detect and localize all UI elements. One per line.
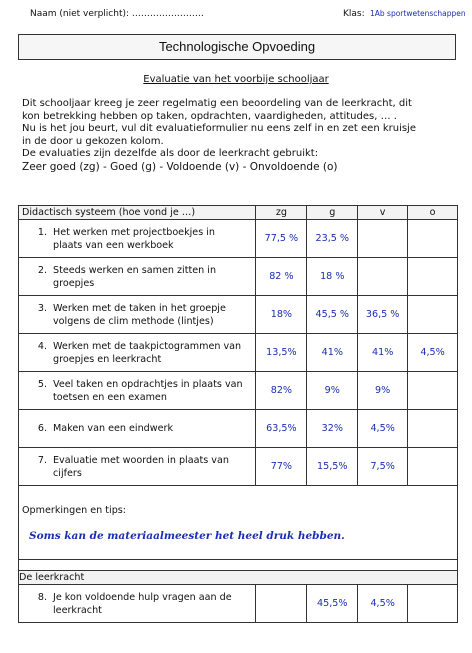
item-text: cijfers: [53, 467, 82, 479]
item-text: plaats van een werkboek: [53, 239, 174, 251]
evaluation-table: [18, 205, 458, 623]
section-didactic-header: Didactisch systeem (hoe vond je …): [19, 206, 256, 220]
intro-line: in de door u gekozen kolom.: [22, 135, 164, 147]
table-row: [19, 585, 458, 623]
table-header-row: [19, 206, 458, 220]
remarks-cell[interactable]: [19, 486, 458, 560]
cell-v[interactable]: [358, 220, 408, 258]
item-text: groepjes: [53, 277, 95, 289]
cell-o[interactable]: [408, 585, 458, 623]
cell-o[interactable]: [408, 220, 458, 258]
col-header-zg: zg: [256, 206, 307, 220]
cell-g[interactable]: 18 %: [307, 258, 358, 296]
item-text: groepjes en leerkracht: [53, 353, 162, 365]
cell-g[interactable]: 9%: [307, 372, 358, 410]
intro-line: De evaluaties zijn dezelfde als door de leerkracht gebruikt:: [22, 148, 319, 160]
item-number: 7.: [37, 454, 47, 466]
table-row: [19, 334, 458, 372]
cell-o[interactable]: [408, 296, 458, 334]
intro-line: Dit schooljaar kreeg je zeer regelmatig een beoordeling van de leerkracht, dit: [22, 98, 412, 109]
cell-g[interactable]: 23,5 %: [307, 220, 358, 258]
item-text: leerkracht: [53, 604, 102, 616]
remarks-row: [19, 486, 458, 560]
item-text: Veel taken en opdrachtjes in plaats van: [53, 378, 243, 390]
cell-v[interactable]: 9%: [358, 372, 408, 410]
item-number: 2.: [37, 264, 47, 276]
cell-v[interactable]: 4,5%: [358, 585, 408, 623]
item-text: Steeds werken en samen zitten in: [53, 264, 217, 276]
item-number: 1.: [37, 226, 47, 238]
item-text: Maken van een eindwerk: [53, 423, 174, 434]
cell-o[interactable]: [408, 410, 458, 448]
cell-g[interactable]: 32%: [307, 410, 358, 448]
cell-g[interactable]: 45,5 %: [307, 296, 358, 334]
section-teacher-header: De leerkracht: [19, 571, 458, 585]
section-teacher-row: [19, 571, 458, 585]
cell-g[interactable]: 41%: [307, 334, 358, 372]
col-header-g: g: [307, 206, 358, 220]
item-number: 6.: [37, 423, 47, 434]
item-text: Werken met de taken in het groepje: [53, 302, 226, 314]
item-text: Evaluatie met woorden in plaats van: [53, 454, 229, 466]
cell-zg[interactable]: 18%: [256, 296, 307, 334]
item-text: Werken met de taakpictogrammen van: [53, 340, 242, 352]
item-number: 5.: [37, 378, 47, 390]
cell-v[interactable]: 4,5%: [358, 410, 408, 448]
intro-text: [22, 98, 452, 174]
table-row: [19, 258, 458, 296]
table-row: [19, 410, 458, 448]
item-number: 3.: [37, 302, 47, 314]
col-header-o: o: [408, 206, 458, 220]
cell-zg[interactable]: 77,5 %: [256, 220, 307, 258]
item-text: toetsen en een examen: [53, 391, 167, 403]
cell-v[interactable]: [358, 258, 408, 296]
table-row: [19, 372, 458, 410]
table-row: [19, 220, 458, 258]
remarks-text: Soms kan de materiaalmeester het heel druk hebben.: [29, 530, 345, 542]
item-text: volgens de clim methode (lintjes): [53, 315, 214, 327]
remarks-label: Opmerkingen en tips:: [22, 505, 127, 516]
cell-g[interactable]: 15,5%: [307, 448, 358, 486]
item-text: Je kon voldoende hulp vragen aan de: [53, 591, 232, 603]
cell-zg[interactable]: [256, 585, 307, 623]
item-text: Het werken met projectboekjes in: [53, 226, 216, 238]
col-header-v: v: [358, 206, 408, 220]
cell-o[interactable]: [408, 258, 458, 296]
cell-g[interactable]: 45,5%: [307, 585, 358, 623]
table-row: [19, 296, 458, 334]
cell-zg[interactable]: 82%: [256, 372, 307, 410]
cell-o[interactable]: [408, 448, 458, 486]
cell-o[interactable]: [408, 372, 458, 410]
cell-zg[interactable]: 13,5%: [256, 334, 307, 372]
spacer-row: [19, 560, 458, 571]
grades-legend: Zeer goed (zg) - Goed (g) - Voldoende (v) - Onvoldoende (o): [22, 160, 338, 173]
cell-zg[interactable]: 77%: [256, 448, 307, 486]
class-label: Klas:: [343, 9, 365, 19]
cell-v[interactable]: 7,5%: [358, 448, 408, 486]
item-number: 8.: [37, 591, 47, 603]
cell-zg[interactable]: 82 %: [256, 258, 307, 296]
class-value: 1Ab sportwetenschappen: [370, 9, 466, 18]
item-number: 4.: [37, 340, 47, 352]
intro-line: kon betrekking hebben op taken, opdrachten, vaardigheden, attitudes, … .: [22, 110, 397, 122]
name-field-label: Naam (niet verplicht): ……………………: [30, 9, 204, 19]
table-row: [19, 448, 458, 486]
intro-line: Nu is het jou beurt, vul dit evaluatieformulier nu eens zelf in en zet een kruisje: [22, 123, 416, 135]
page-title: Technologische Opvoeding: [18, 34, 456, 60]
page-subtitle: Evaluatie van het voorbije schooljaar: [143, 74, 329, 85]
cell-v[interactable]: 36,5 %: [358, 296, 408, 334]
cell-zg[interactable]: 63,5%: [256, 410, 307, 448]
cell-v[interactable]: 41%: [358, 334, 408, 372]
cell-o[interactable]: 4,5%: [408, 334, 458, 372]
